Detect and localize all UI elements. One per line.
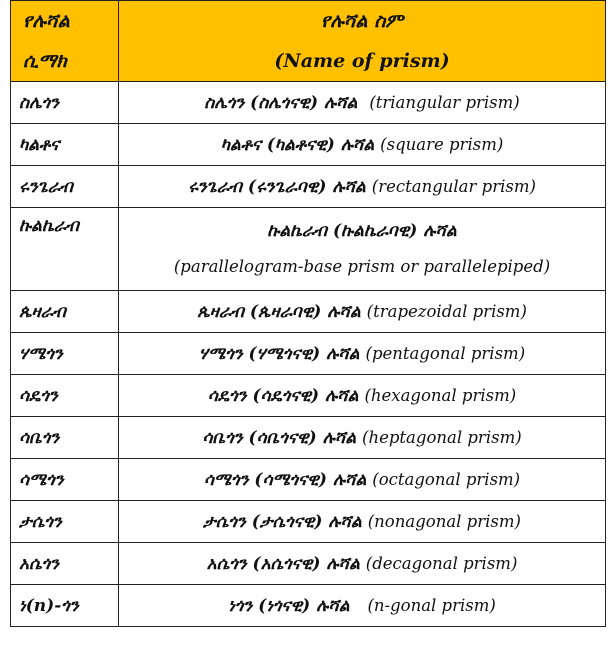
row-key: ሳሜጎን bbox=[11, 459, 119, 501]
table-row bbox=[11, 208, 606, 291]
row-key: ሳቤጎን bbox=[11, 417, 119, 459]
table-row bbox=[11, 543, 606, 585]
header-prism-symbol bbox=[11, 1, 119, 82]
row-key: ታሴጎን bbox=[11, 501, 119, 543]
table-row bbox=[11, 375, 606, 417]
header-col1-line2: ሲማክ bbox=[23, 50, 67, 72]
table-row bbox=[11, 124, 606, 166]
row-name bbox=[119, 208, 606, 291]
row-amharic: ነጎን (ነጎናዊ) ሉሻል bbox=[228, 595, 350, 616]
row-key: ስሌጎን bbox=[11, 82, 119, 124]
row-amharic: ሳቤጎን (ሳቤጎናዊ) ሉሻል bbox=[202, 427, 357, 448]
row-amharic: ካልቶና (ካልቶናዊ) ሉሻል bbox=[220, 134, 375, 155]
table-row bbox=[11, 82, 606, 124]
row-english: (heptagonal prism) bbox=[362, 427, 522, 447]
row-key: ነ(n)-ጎን bbox=[11, 585, 119, 627]
row-english: (n-gonal prism) bbox=[367, 595, 496, 615]
table-row bbox=[11, 166, 606, 208]
header-col2-line1: የሉሻል ስም bbox=[320, 10, 404, 32]
table-row bbox=[11, 459, 606, 501]
row-amharic: ሃሜጎን (ሃሜጎናዊ) ሉሻል bbox=[198, 343, 360, 364]
header-prism-name bbox=[119, 1, 606, 82]
row-english: (nonagonal prism) bbox=[367, 511, 521, 531]
row-english: (square prism) bbox=[380, 134, 504, 154]
table-row bbox=[11, 417, 606, 459]
row-english: (trapezoidal prism) bbox=[366, 301, 527, 321]
row-key: ካልቶና bbox=[11, 124, 119, 166]
row-english: (parallelogram-base prism or parallelepiped) bbox=[173, 257, 551, 276]
row-key: ጴዛራብ bbox=[11, 291, 119, 333]
table-row bbox=[11, 585, 606, 627]
header-col2-line2: (Name of prism) bbox=[274, 50, 450, 72]
table-row bbox=[11, 501, 606, 543]
row-key: ሳዴጎን bbox=[11, 375, 119, 417]
table-row bbox=[11, 291, 606, 333]
row-english: (triangular prism) bbox=[369, 92, 520, 112]
table-row bbox=[11, 333, 606, 375]
row-amharic: ኩልኬራብ (ኩልኬራባዊ) ሉሻል bbox=[267, 221, 457, 241]
row-key: ሃሜጎን bbox=[11, 333, 119, 375]
prism-names-table bbox=[10, 0, 606, 627]
row-amharic: አሴጎን (አሴጎናዊ) ሉሻል bbox=[206, 553, 360, 574]
header-row bbox=[11, 1, 606, 82]
header-col1-line1: የሉሻል bbox=[23, 10, 70, 32]
row-name bbox=[119, 124, 606, 166]
row-amharic: ሩንጌራብ (ሩንጌራባዊ) ሉሻል bbox=[188, 176, 366, 197]
row-amharic: ሳዴጎን (ሳዴጎናዊ) ሉሻል bbox=[207, 385, 359, 406]
row-english: (decagonal prism) bbox=[365, 553, 518, 573]
row-key: ኩልኬራብ bbox=[11, 208, 119, 291]
row-english: (hexagonal prism) bbox=[364, 385, 517, 405]
row-name bbox=[119, 291, 606, 333]
row-name bbox=[119, 417, 606, 459]
row-name bbox=[119, 543, 606, 585]
row-english: (rectangular prism) bbox=[371, 176, 536, 196]
row-name bbox=[119, 585, 606, 627]
row-key: ሩንጌራብ bbox=[11, 166, 119, 208]
row-english: (octagonal prism) bbox=[372, 469, 521, 489]
row-amharic: ጴዛራብ (ጴዛራባዊ) ሉሻል bbox=[197, 301, 361, 322]
row-name bbox=[119, 166, 606, 208]
row-name bbox=[119, 459, 606, 501]
row-amharic: ሳሜጎን (ሳሜጎናዊ) ሉሻል bbox=[203, 469, 367, 490]
row-amharic: ስሌጎን (ስሌጎናዊ) ሉሻል bbox=[204, 92, 358, 113]
row-name bbox=[119, 375, 606, 417]
row-amharic: ታሴጎን (ታሴጎናዊ) ሉሻል bbox=[203, 511, 362, 532]
row-english: (pentagonal prism) bbox=[365, 343, 526, 363]
row-name bbox=[119, 501, 606, 543]
row-name bbox=[119, 333, 606, 375]
row-name bbox=[119, 82, 606, 124]
row-key: አሴጎን bbox=[11, 543, 119, 585]
